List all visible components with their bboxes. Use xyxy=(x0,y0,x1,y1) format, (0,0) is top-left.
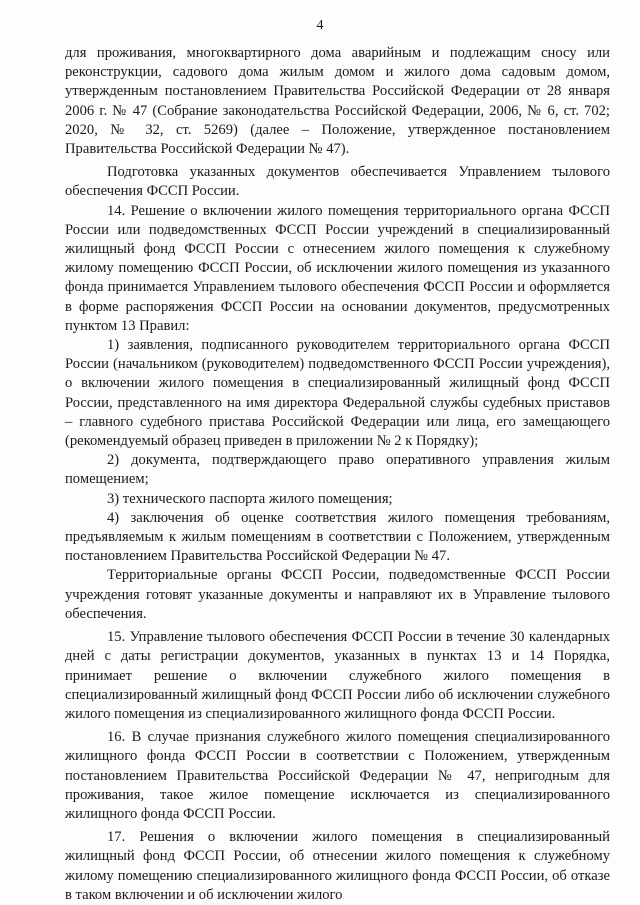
paragraph-preparation: Подготовка указанных документов обеспечивается Управлением тылового обеспечения ФССП России. xyxy=(65,164,610,200)
paragraph-item-14: 14. Решение о включении жилого помещения территориального органа ФССП России или подведомственных ФССП России учреждений в специализированный жилищный фонд ФССП России с отнесением жилого помещения к служебному жилому помещению ФССП России, об исключении жилого помещения из указанного фонда принимается Управлением тылового обеспечения ФССП России и оформляется в форме распоряжения ФССП России на основании документов, предусмотренных пунктом 13 Правил: xyxy=(65,202,610,334)
paragraph-item-16: 16. В случае признания служебного жилого помещения специализированного жилищного фонда ФССП России в соответствии с Положением, утвержденным постановлением Правительства Российской Федерации № 47, непригодным для проживания, такое жилое помещение исключается из специализированного жилищного фонда ФССП России. xyxy=(65,729,610,822)
paragraph-item-15: 15. Управление тылового обеспечения ФССП России в течение 30 календарных дней с даты регистрации документов, указанных в пунктах 13 и 14 Порядка, принимает решение о включении служебного жилого помещения в специализированный жилищный фонд ФССП России либо об исключении служебного жилого помещения из специализированного жилищного фонда ФССП России. xyxy=(65,629,610,722)
paragraph-subitem-3: 3) технического паспорта жилого помещения; xyxy=(107,490,393,507)
paragraph-item-17: 17. Решения о включении жилого помещения в специализированный жилищный фонд ФССП России, об отнесении жилого помещения к служебному жилому помещению специализированного жилищного фонда ФССП России, об отказе в таком включении и об исключении жилого xyxy=(65,829,610,903)
page-number: 4 xyxy=(316,18,324,33)
paragraph-subitem-1: 1) заявления, подписанного руководителем территориального органа ФССП России (начальником (руководителем) подведомственного ФССП России учреждения), о включении жилого помещения в специализированный жилищный фонд ФССП России, представленного на имя директора Федеральной службы судебных приставов – главного судебного пристава Российской Федерации или лица, его замещающего (рекомендуемый образец приведен в приложении № 2 к Порядку); xyxy=(65,337,610,450)
paragraph-territorial-bodies: Территориальные органы ФССП России, подведомственные ФССП России учреждения готовят указанные документы и направляют их в Управление тылового обеспечения. xyxy=(65,567,610,622)
paragraph-subitem-2: 2) документа, подтверждающего право оперативного управления жилым помещением; xyxy=(65,452,610,488)
paragraph-continuation: для проживания, многоквартирного дома аварийным и подлежащим сносу или реконструкции, садового дома жилым домом и жилого дома садовым домом, утвержденным постановлением Правительства Российской Федерации от 28 января 2006 г. № 47 (Собрание законодательства Российской Федерации, 2006, № 6, ст. 702; 2020, № 32, ст. 5269) (далее – Положение, утвержденное постановлением Правительства Российской Федерации № 47). xyxy=(65,45,610,158)
document-body xyxy=(65,44,610,905)
paragraph-subitem-4: 4) заключения об оценке соответствия жилого помещения требованиям, предъявляемым к жилым помещениям в соответствии с Положением, утвержденным постановлением Правительства Российской Федерации № 47. xyxy=(65,509,610,565)
